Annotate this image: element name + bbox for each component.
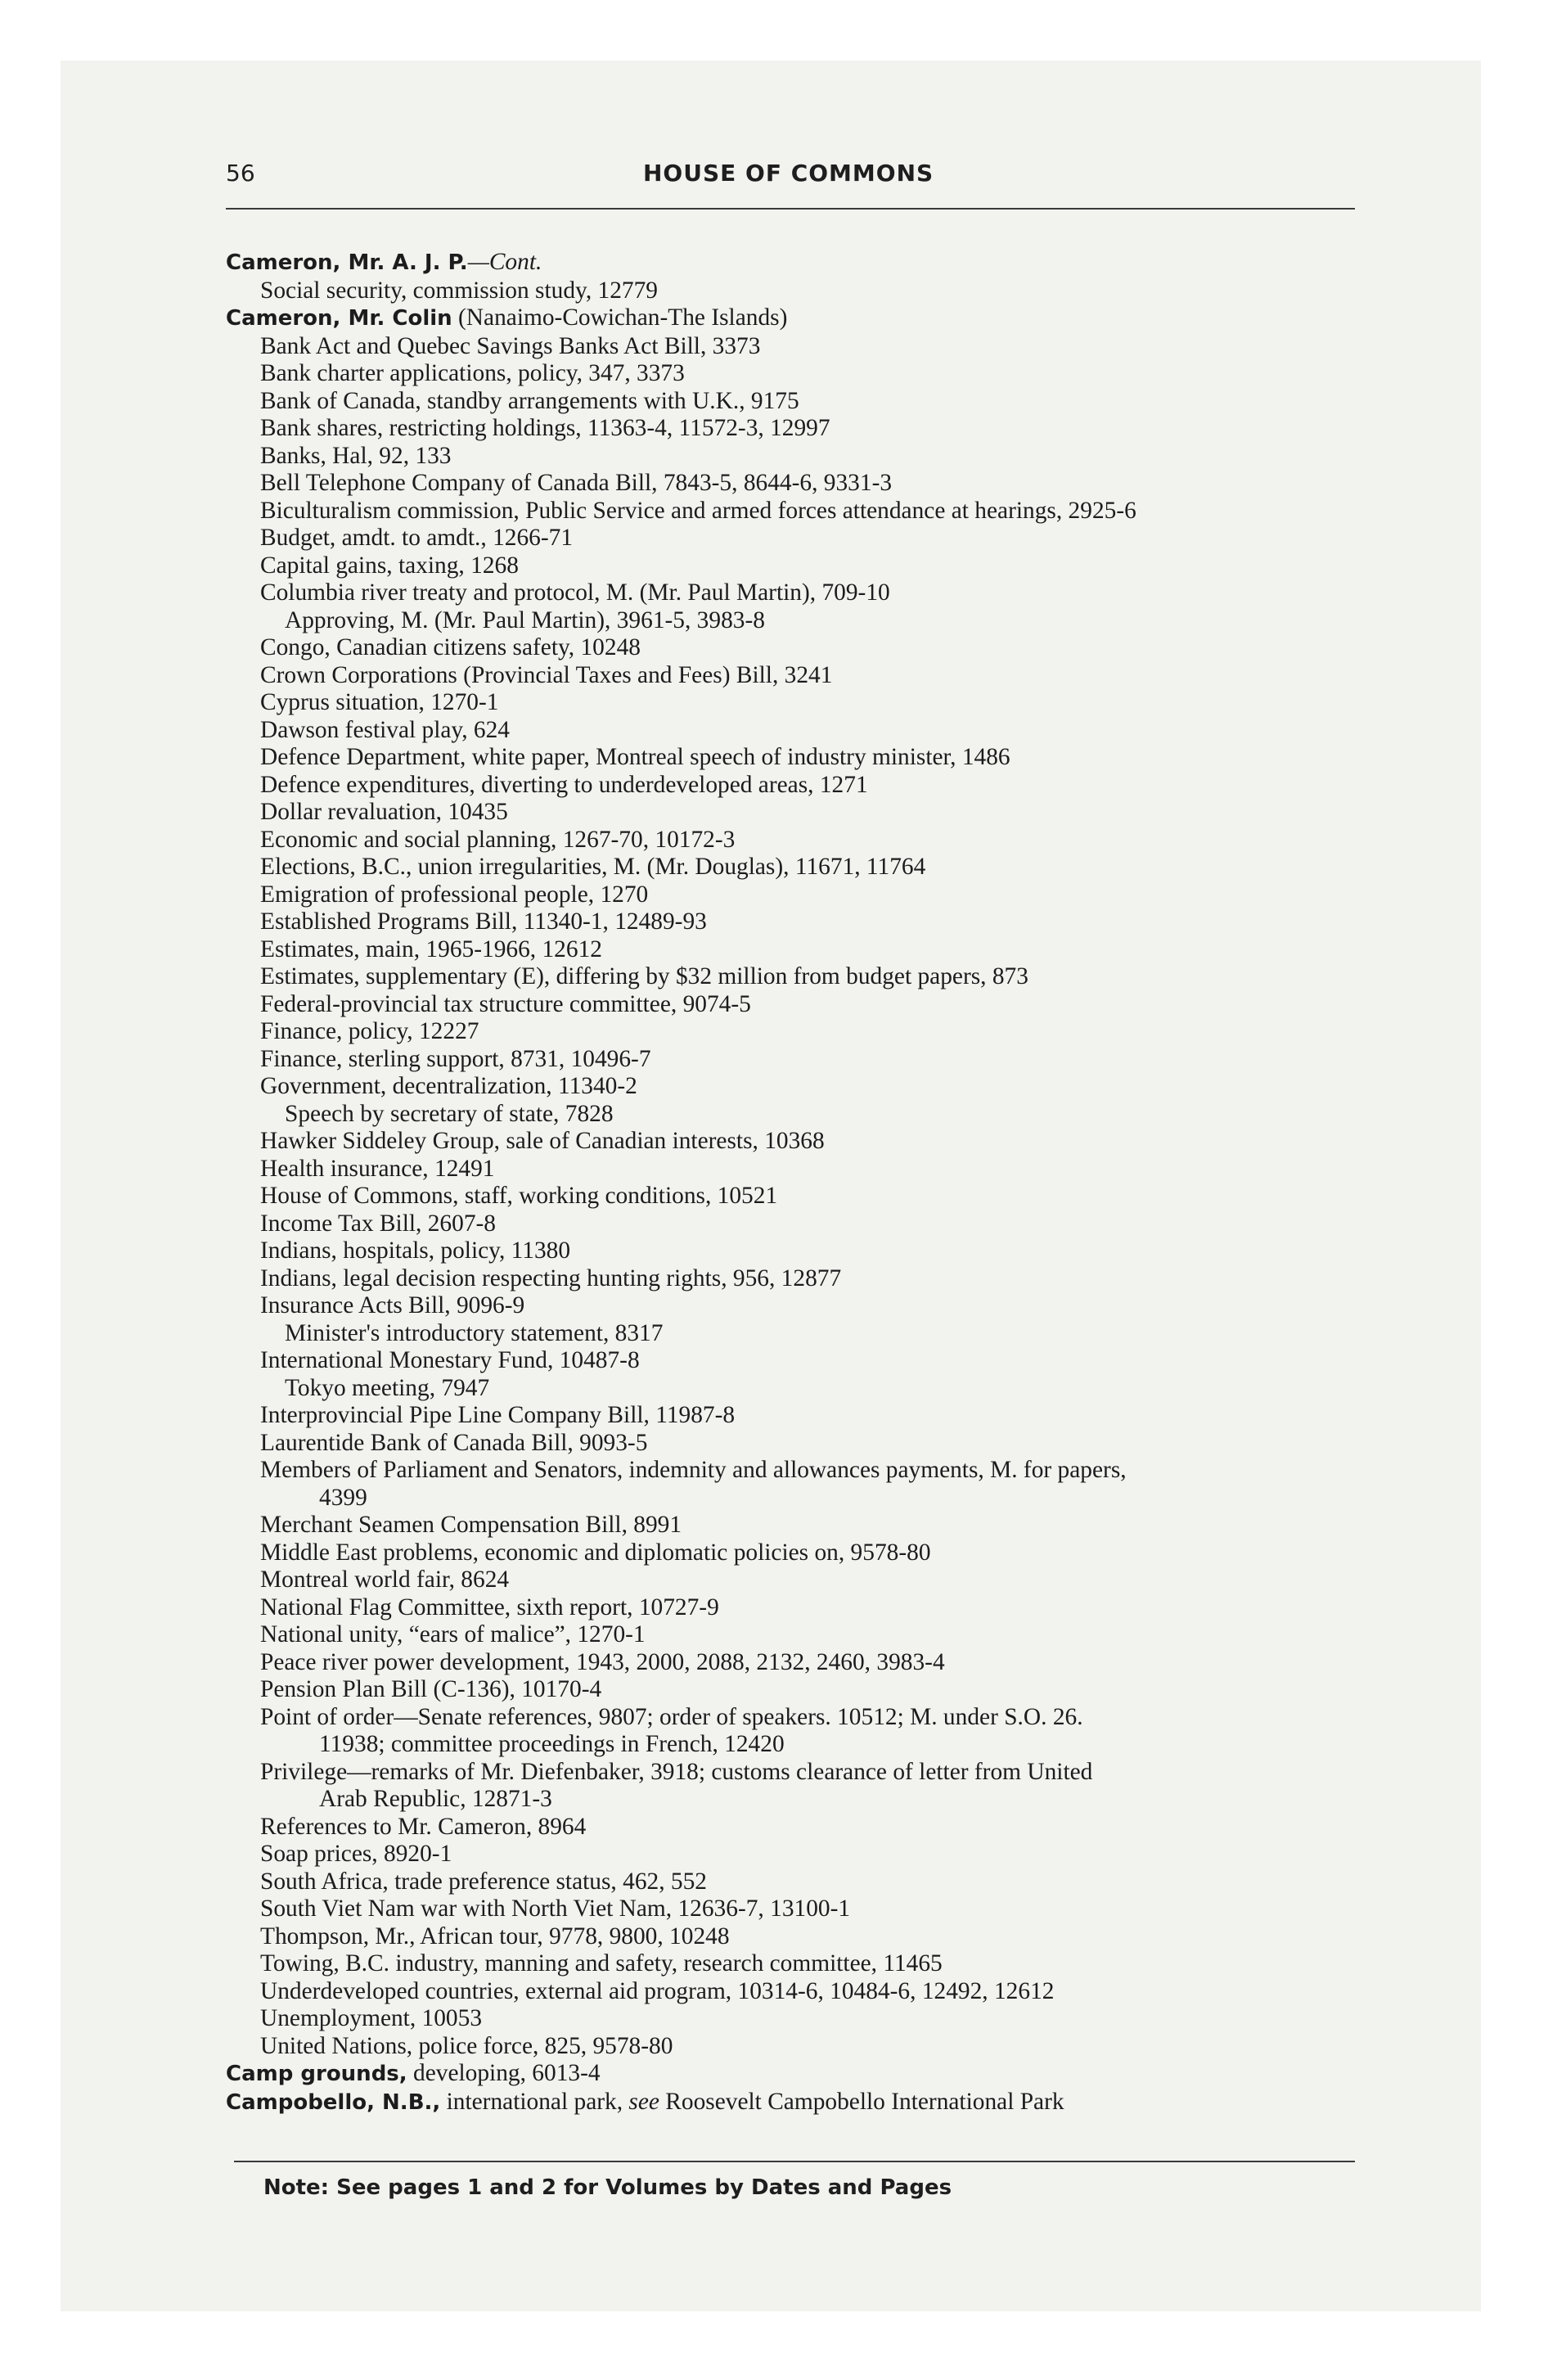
entry-text: Unemployment, 10053 — [260, 2005, 483, 2031]
index-subentry — [226, 662, 1355, 690]
index-subentry — [226, 415, 1355, 443]
index-subentry — [226, 388, 1355, 416]
entry-text: Cyprus situation, 1270-1 — [260, 689, 499, 715]
index-subentry — [226, 1814, 1355, 1841]
index-subentry — [226, 936, 1355, 964]
index-subentry — [226, 1841, 1355, 1868]
headword: Cameron, Mr. A. J. P. — [226, 250, 468, 275]
entry-text: Laurentide Bank of Canada Bill, 9093-5 — [260, 1429, 648, 1456]
index-subentry — [226, 1978, 1355, 2006]
header-rule — [226, 208, 1355, 210]
index-subentry — [226, 1704, 1355, 1759]
entry-text: Thompson, Mr., African tour, 9778, 9800, 10248 — [260, 1922, 730, 1950]
entry-text: Hawker Siddeley Group, sale of Canadian interests, 10368 — [260, 1128, 825, 1154]
entry-text: Speech by secretary of state, 7828 — [285, 1100, 614, 1127]
headword: Campobello, N.B., — [226, 2089, 441, 2115]
headword-italic: see — [628, 2088, 659, 2115]
entry-text: Pension Plan Bill (C-136), 10170-4 — [260, 1676, 602, 1702]
index-subentry — [226, 1923, 1355, 1951]
footer-rule — [234, 2161, 1355, 2162]
index-subentry — [226, 1512, 1355, 1539]
headword: Camp grounds, — [226, 2062, 407, 2086]
entry-text: Merchant Seamen Compensation Bill, 8991 — [260, 1512, 682, 1538]
entry-text: United Nations, police force, 825, 9578-80 — [260, 2032, 673, 2059]
index-subentry — [226, 744, 1355, 772]
entry-text: Finance, sterling support, 8731, 10496-7 — [260, 1045, 651, 1072]
index-subsubentry — [226, 607, 1355, 635]
index-headword-entry — [226, 2060, 1355, 2089]
headword-tail: Roosevelt Campobello International Park — [659, 2088, 1064, 2115]
entry-text: Bank charter applications, policy, 347, 3373 — [260, 360, 685, 386]
entry-text: Defence Department, white paper, Montreal speech of industry minister, 1486 — [260, 744, 1010, 770]
index-subsubentry — [226, 1101, 1355, 1129]
index-subentry — [226, 2005, 1355, 2033]
entry-text: Tokyo meeting, 7947 — [285, 1374, 490, 1401]
index-subentry — [226, 799, 1355, 827]
entry-text: Soap prices, 8920-1 — [260, 1841, 452, 1867]
index-subentry — [226, 963, 1355, 991]
index-subentry — [226, 1183, 1355, 1210]
entry-continuation: Arab Republic, 12871-3 — [319, 1786, 552, 1812]
index-subentry — [226, 772, 1355, 800]
entry-text: Dawson festival play, 624 — [260, 716, 510, 743]
index-subentry — [226, 1128, 1355, 1156]
entry-text: South Viet Nam war with North Viet Nam, 12636-7, 13100-1 — [260, 1895, 851, 1922]
entry-text: Montreal world fair, 8624 — [260, 1566, 510, 1593]
entry-text: Indians, legal decision respecting hunting rights, 956, 12877 — [260, 1264, 842, 1291]
entry-text: Estimates, main, 1965-1966, 12612 — [260, 935, 602, 962]
entry-text: South Africa, trade preference status, 462, 552 — [260, 1868, 707, 1895]
index-subentry — [226, 470, 1355, 498]
entry-text: Privilege—remarks of Mr. Diefenbaker, 3918; customs clearance of letter from United — [260, 1758, 1093, 1785]
footer-note: Note: See pages 1 and 2 for Volumes by Dates and Pages — [263, 2175, 952, 2200]
index-entries — [226, 249, 1355, 2116]
index-subentry — [226, 1649, 1355, 1677]
headword-detail: developing, 6013-4 — [407, 2060, 601, 2086]
index-headword-entry — [226, 304, 1355, 333]
entry-text: Crown Corporations (Provincial Taxes and Fees) Bill, 3241 — [260, 661, 833, 688]
index-subentry — [226, 1347, 1355, 1375]
entry-text: National unity, “ears of malice”, 1270-1 — [260, 1621, 646, 1648]
index-subentry — [226, 1292, 1355, 1320]
index-subentry — [226, 1156, 1355, 1183]
page-header — [226, 160, 1355, 209]
entry-text: Towing, B.C. industry, manning and safety, research committee, 11465 — [260, 1950, 943, 1977]
index-subentry — [226, 1676, 1355, 1704]
index-subentry — [226, 689, 1355, 717]
entry-text: Finance, policy, 12227 — [260, 1018, 479, 1044]
entry-text: Social security, commission study, 12779 — [260, 277, 658, 304]
entry-text: Elections, B.C., union irregularities, M. (Mr. Douglas), 11671, 11764 — [260, 854, 926, 880]
entry-text: Banks, Hal, 92, 133 — [260, 442, 452, 469]
index-subentry — [226, 1539, 1355, 1567]
entry-text: Indians, hospitals, policy, 11380 — [260, 1237, 571, 1264]
entry-text: Congo, Canadian citizens safety, 10248 — [260, 634, 641, 660]
entry-text: Economic and social planning, 1267-70, 10172-3 — [260, 826, 736, 853]
index-subentry — [226, 1759, 1355, 1814]
index-subentry — [226, 1237, 1355, 1265]
index-subentry — [226, 1621, 1355, 1649]
index-subentry — [226, 333, 1355, 361]
index-subentry — [226, 1046, 1355, 1074]
index-subentry — [226, 552, 1355, 580]
entry-text: Approving, M. (Mr. Paul Martin), 3961-5, 3983-8 — [285, 606, 765, 633]
entry-text: Dollar revaluation, 10435 — [260, 799, 508, 825]
index-subentry — [226, 498, 1355, 525]
entry-text: Emigration of professional people, 1270 — [260, 881, 649, 908]
index-subentry — [226, 2033, 1355, 2061]
entry-text: Bank of Canada, standby arrangements with U.K., 9175 — [260, 387, 799, 414]
entry-text: Underdeveloped countries, external aid program, 10314-6, 10484-6, 12492, 12612 — [260, 1977, 1055, 2004]
index-subentry — [226, 525, 1355, 552]
entry-text: Insurance Acts Bill, 9096-9 — [260, 1292, 525, 1318]
headword-detail: international park, — [440, 2088, 629, 2115]
index-subentry — [226, 1073, 1355, 1101]
index-subentry — [226, 1594, 1355, 1622]
index-subentry — [226, 634, 1355, 662]
entry-text: Defence expenditures, diverting to underdeveloped areas, 1271 — [260, 771, 868, 798]
index-subentry — [226, 1018, 1355, 1046]
entry-text: Budget, amdt. to amdt., 1266-71 — [260, 525, 574, 551]
index-headword-entry — [226, 249, 1355, 277]
entry-text: Bank shares, restricting holdings, 11363-4, 11572-3, 12997 — [260, 415, 830, 441]
entry-text: References to Mr. Cameron, 8964 — [260, 1813, 587, 1840]
entry-text: National Flag Committee, sixth report, 10727-9 — [260, 1593, 719, 1620]
index-subentry — [226, 1265, 1355, 1293]
entry-text: House of Commons, staff, working conditions, 10521 — [260, 1183, 778, 1209]
entry-text: Peace river power development, 1943, 2000, 2088, 2132, 2460, 3983-4 — [260, 1648, 945, 1675]
index-subentry — [226, 1402, 1355, 1430]
index-subentry — [226, 1566, 1355, 1594]
index-subentry — [226, 1457, 1355, 1512]
index-subentry — [226, 1950, 1355, 1978]
entry-text: Point of order—Senate references, 9807; order of speakers. 10512; M. under S.O. 26. — [260, 1703, 1083, 1730]
entry-text: Columbia river treaty and protocol, M. (Mr. Paul Martin), 709-10 — [260, 579, 890, 606]
entry-text: Members of Parliament and Senators, indemnity and allowances payments, M. for papers, — [260, 1457, 1127, 1483]
entry-text: Capital gains, taxing, 1268 — [260, 552, 519, 579]
index-subentry — [226, 1868, 1355, 1896]
entry-text: Minister's introductory statement, 8317 — [285, 1319, 664, 1346]
index-subentry — [226, 717, 1355, 745]
index-subentry — [226, 277, 1355, 305]
index-subentry — [226, 881, 1355, 909]
entry-text: Biculturalism commission, Public Service and armed forces attendance at hearings, 2925-6 — [260, 497, 1136, 524]
index-subentry — [226, 908, 1355, 936]
index-subentry — [226, 854, 1355, 881]
index-subentry — [226, 827, 1355, 854]
entry-text: Government, decentralization, 11340-2 — [260, 1073, 637, 1099]
entry-text: Federal-provincial tax structure committee, 9074-5 — [260, 990, 751, 1017]
index-subsubentry — [226, 1320, 1355, 1348]
entry-continuation: 4399 — [319, 1484, 367, 1511]
index-subentry — [226, 1895, 1355, 1923]
entry-continuation: 11938; committee proceedings in French, 12420 — [319, 1731, 785, 1757]
entry-text: International Monestary Fund, 10487-8 — [260, 1347, 640, 1373]
index-subentry — [226, 1210, 1355, 1238]
entry-text: Established Programs Bill, 11340-1, 12489-93 — [260, 908, 707, 935]
entry-text: Bell Telephone Company of Canada Bill, 7843-5, 8644-6, 9331-3 — [260, 470, 893, 496]
index-subentry — [226, 360, 1355, 388]
entry-text: Bank Act and Quebec Savings Banks Act Bill, 3373 — [260, 332, 761, 359]
entry-text: Health insurance, 12491 — [260, 1155, 495, 1182]
entry-text: Income Tax Bill, 2607-8 — [260, 1210, 496, 1237]
index-subentry — [226, 443, 1355, 471]
headword-italic: —Cont. — [467, 249, 542, 275]
entry-text: Middle East problems, economic and diplomatic policies on, 9578-80 — [260, 1539, 931, 1566]
page-number: 56 — [226, 160, 255, 187]
running-head: HOUSE OF COMMONS — [643, 160, 934, 187]
headword-detail: (Nanaimo-Cowichan-The Islands) — [452, 304, 788, 331]
entry-text: Interprovincial Pipe Line Company Bill, 11987-8 — [260, 1402, 736, 1428]
index-headword-entry — [226, 2089, 1355, 2117]
index-subentry — [226, 991, 1355, 1019]
entry-text: Estimates, supplementary (E), differing by $32 million from budget papers, 873 — [260, 963, 1028, 989]
index-subentry — [226, 579, 1355, 607]
headword: Cameron, Mr. Colin — [226, 306, 452, 331]
index-subsubentry — [226, 1375, 1355, 1403]
index-subentry — [226, 1430, 1355, 1458]
